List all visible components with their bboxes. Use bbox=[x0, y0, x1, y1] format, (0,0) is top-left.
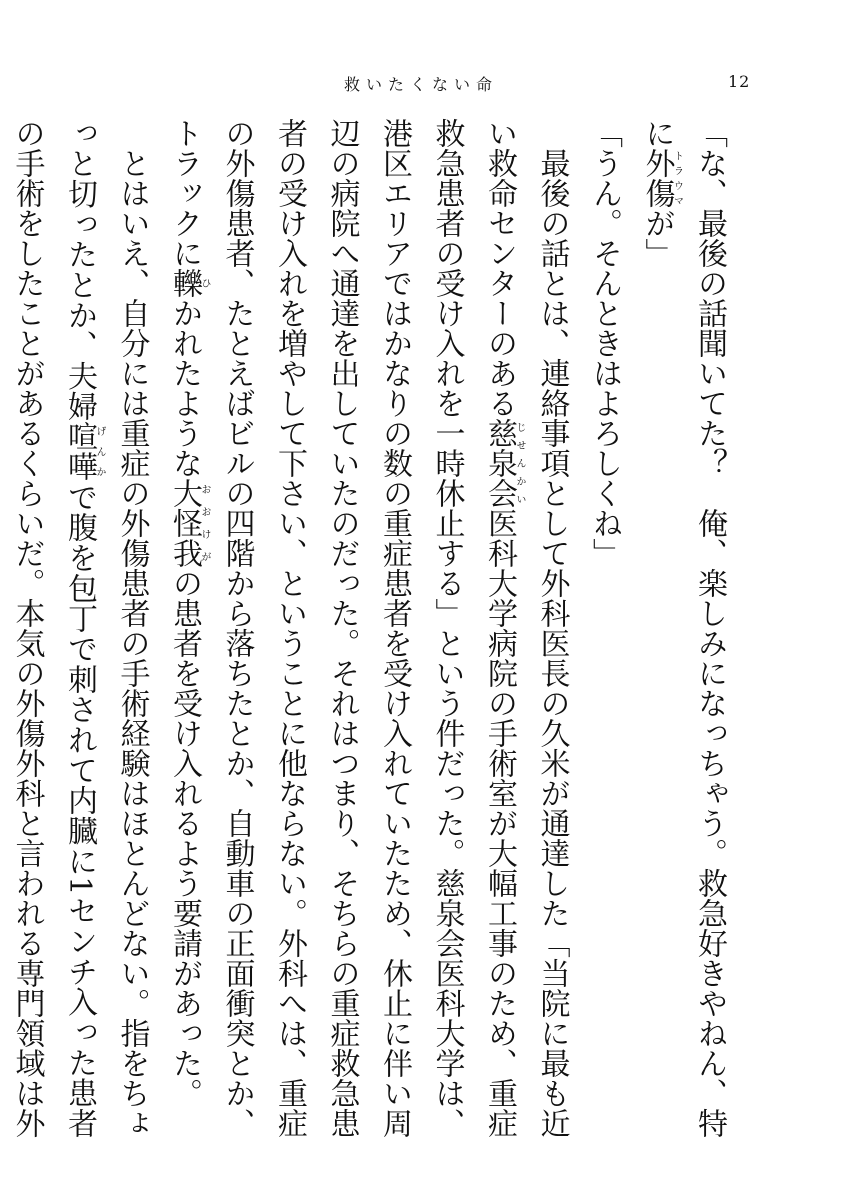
ruby-reading: じせんかい bbox=[514, 418, 525, 508]
ruby-reading: おおけが bbox=[199, 478, 210, 568]
ruby-base: 轢 bbox=[167, 268, 202, 298]
text-run: かれたような bbox=[167, 298, 202, 478]
text-run: で腹を包丁で刺されて内臓に1センチ入った患者の手術をしたことがあるくらいだ。本気の外傷外科と言われる専門領域は外 bbox=[9, 118, 97, 1139]
text-run: 「な、最後の話聞いてた？ 俺、楽しみになっちゃう。救急好きやねん、特に bbox=[639, 118, 727, 1138]
text-run: 最後の話とは、連絡事項として外科医長の久米が通達した「当院に最も近い救命センターのある bbox=[482, 118, 570, 1138]
ruby-base: 外傷 bbox=[639, 148, 675, 208]
running-title: 救いたくない命 bbox=[344, 75, 499, 94]
ruby-word bbox=[639, 148, 683, 208]
text-run: 「うん。そんときはよろしくね」 bbox=[587, 118, 622, 568]
paragraph-3 bbox=[158, 118, 578, 1138]
ruby-reading: ひ bbox=[199, 268, 210, 298]
ruby-base: 喧嘩 bbox=[62, 421, 97, 482]
page-number: 12 bbox=[728, 72, 751, 91]
ruby-word bbox=[167, 268, 210, 298]
text-run: 医科大学病院の手術室が大幅工事のため、重症救急患者の受け入れを一時休止する」という件だった。慈泉会医科大学は、港区エリアではかなりの数の重症患者を受け入れていたため、休止に伴い周辺の病院へ通達を出していたのだった。それはつまり、そちらの重症救急患者の受け入れを増やして下さい、ということに他ならない。外科へは、重症の外傷患者、たとえばビルの四階から落ちたとか、自動車の正面衝突とか、トラックに bbox=[167, 118, 517, 1138]
body-text bbox=[0, 118, 735, 1138]
ruby-word bbox=[482, 418, 525, 508]
ruby-reading: トラウマ bbox=[671, 148, 683, 208]
paragraph-1 bbox=[630, 118, 735, 1138]
ruby-reading: げんか bbox=[94, 421, 105, 482]
text-run: が」 bbox=[639, 208, 675, 268]
paragraph-4 bbox=[0, 118, 158, 1138]
text-run: の患者を受け入れるよう要請があった。 bbox=[167, 568, 202, 1108]
ruby-word bbox=[62, 421, 105, 482]
paragraph-2 bbox=[578, 118, 631, 1138]
ruby-base: 慈泉会 bbox=[482, 418, 517, 508]
ruby-base: 大怪我 bbox=[167, 478, 202, 568]
ruby-word bbox=[167, 478, 210, 568]
text-run: とはいえ、自分には重症の外傷患者の手術経験はほとんどない。指をちょっと切ったとか、夫婦 bbox=[62, 118, 150, 1138]
